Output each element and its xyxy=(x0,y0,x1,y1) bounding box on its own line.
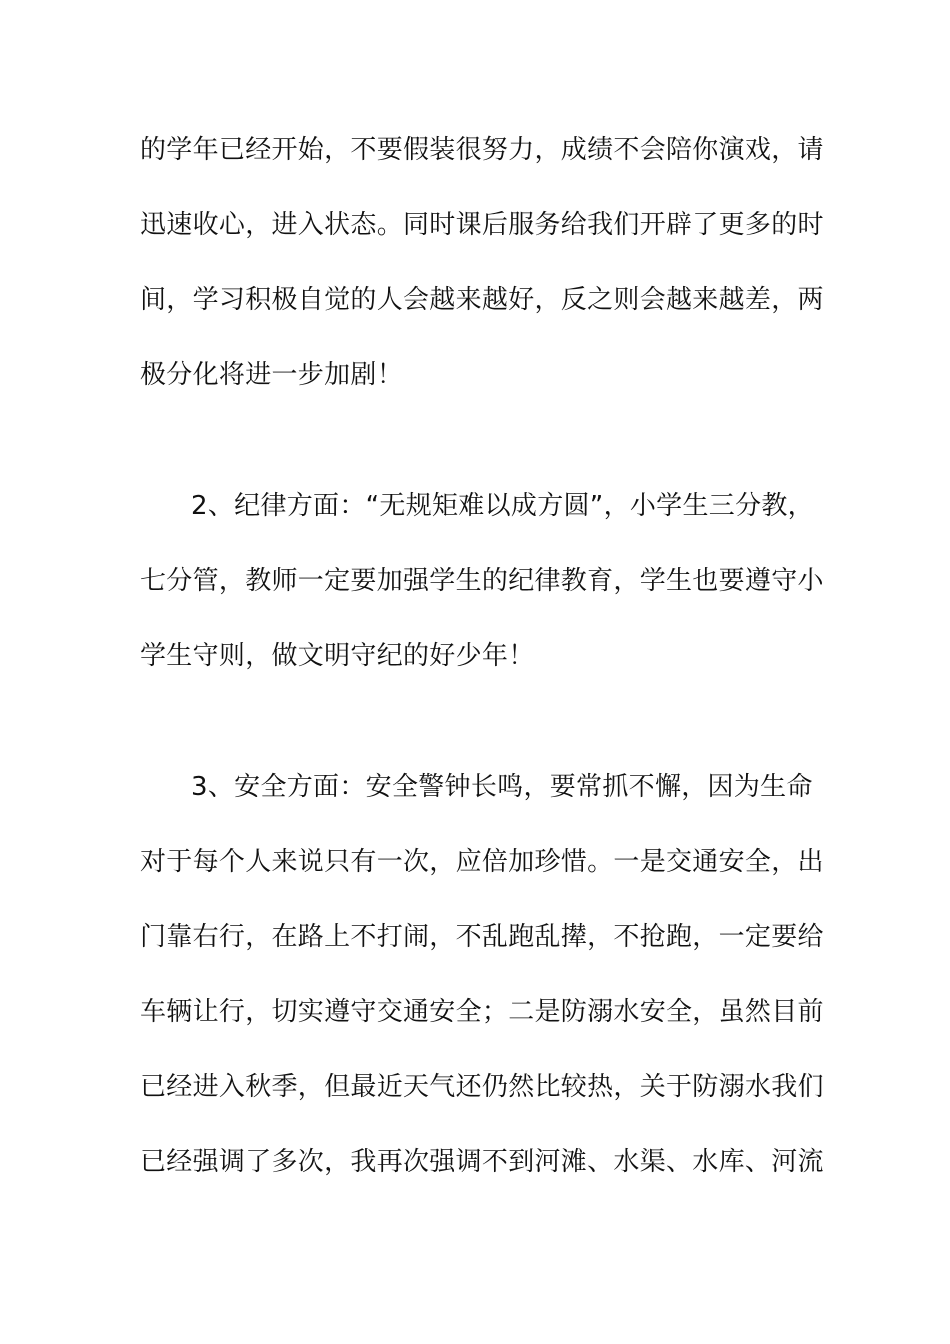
paragraph-1-line-2: 迅速收心，进入状态。同时课后服务给我们开辟了更多的时 xyxy=(140,210,824,240)
paragraph-3-line-1: 3、安全方面：安全警钟长鸣，要常抓不懈，因为生命 xyxy=(191,772,813,802)
paragraph-3-line-4: 车辆让行，切实遵守交通安全；二是防溺水安全，虽然目前 xyxy=(140,997,824,1027)
paragraph-1-line-3: 间，学习积极自觉的人会越来越好，反之则会越来越差，两 xyxy=(140,285,824,315)
paragraph-2-line-3: 学生守则，做文明守纪的好少年！ xyxy=(140,641,535,671)
paragraph-1-line-1: 的学年已经开始，不要假装很努力，成绩不会陪你演戏，请 xyxy=(140,135,824,165)
paragraph-2-line-1: 2、纪律方面：“无规矩难以成方圆”，小学生三分教， xyxy=(191,491,814,521)
paragraph-1-line-4: 极分化将进一步加剧！ xyxy=(140,360,404,390)
paragraph-3-line-6: 已经强调了多次，我再次强调不到河滩、水渠、水库、河流 xyxy=(140,1147,824,1177)
paragraph-3-line-3: 门靠右行，在路上不打闹，不乱跑乱撵，不抢跑，一定要给 xyxy=(140,922,824,952)
paragraph-3-line-2: 对于每个人来说只有一次，应倍加珍惜。一是交通安全，出 xyxy=(140,847,824,877)
paragraph-2-line-2: 七分管，教师一定要加强学生的纪律教育，学生也要遵守小 xyxy=(140,566,824,596)
paragraph-3-line-5: 已经进入秋季，但最近天气还仍然比较热，关于防溺水我们 xyxy=(140,1072,824,1102)
